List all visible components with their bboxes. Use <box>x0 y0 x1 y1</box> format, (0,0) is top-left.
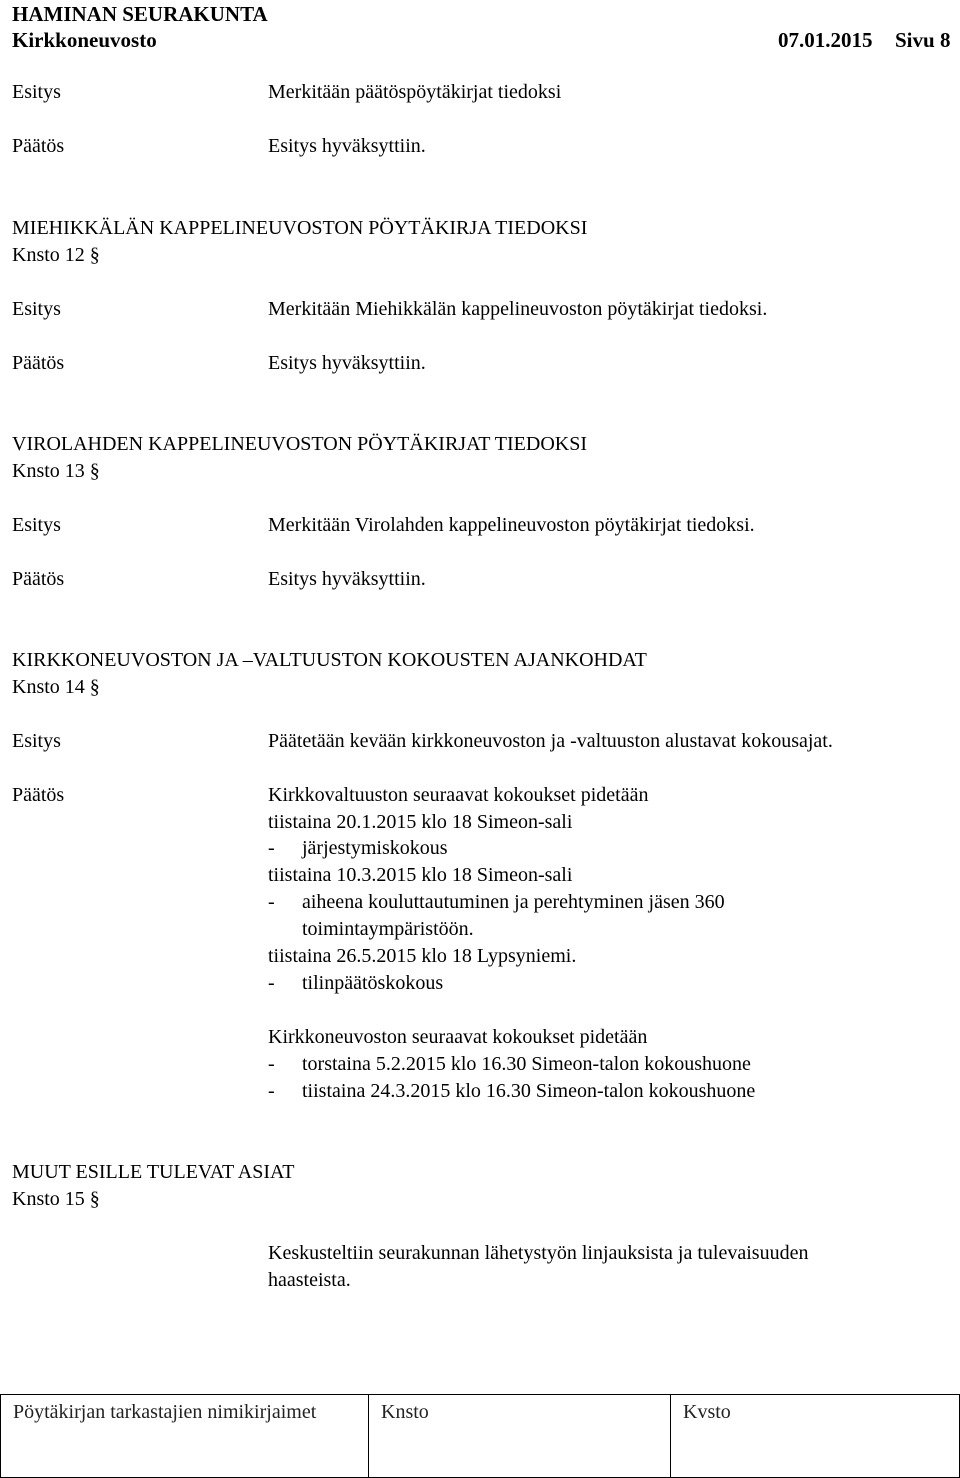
paatos-label: Päätös <box>12 135 65 157</box>
list-dash: - <box>268 972 275 994</box>
section-ref: Knsto 12 § <box>12 244 100 266</box>
list-dash: - <box>268 1053 275 1075</box>
paatos-line: tiistaina 26.5.2015 klo 18 Lypsyniemi. <box>268 945 577 967</box>
esitys-label: Esitys <box>12 298 61 320</box>
paatos-line: tiistaina 10.3.2015 klo 18 Simeon-sali <box>268 864 573 886</box>
paatos-text: Esitys hyväksyttiin. <box>268 568 426 590</box>
kvsto-cell: Kvsto <box>671 1395 960 1478</box>
page-number: Sivu 8 <box>895 28 951 52</box>
section-title: VIROLAHDEN KAPPELINEUVOSTON PÖYTÄKIRJAT TIEDOKSI <box>12 433 587 455</box>
meeting-date: 07.01.2015 <box>778 28 873 52</box>
section-ref: Knsto 15 § <box>12 1188 100 1210</box>
section-title: KIRKKONEUVOSTON JA –VALTUUSTON KOKOUSTEN AJANKOHDAT <box>12 649 647 671</box>
esitys-label: Esitys <box>12 730 61 752</box>
list-dash: - <box>268 837 275 859</box>
paatos-line: tiistaina 20.1.2015 klo 18 Simeon-sali <box>268 811 573 833</box>
esitys-label: Esitys <box>12 514 61 536</box>
paatos-label: Päätös <box>12 352 65 374</box>
signature-table <box>0 1394 960 1478</box>
esitys-text: Merkitään päätöspöytäkirjat tiedoksi <box>268 81 562 103</box>
paatos-line: Kirkkoneuvoston seuraavat kokoukset pidetään <box>268 1026 648 1048</box>
esitys-label: Esitys <box>12 81 61 103</box>
esitys-text: Merkitään Miehikkälän kappelineuvoston pöytäkirjat tiedoksi. <box>268 298 768 320</box>
paatos-text: Esitys hyväksyttiin. <box>268 352 426 374</box>
body-line: haasteista. <box>268 1269 351 1291</box>
section-title: MUUT ESILLE TULEVAT ASIAT <box>12 1161 295 1183</box>
paatos-line: torstaina 5.2.2015 klo 16.30 Simeon-talon kokoushuone <box>302 1053 751 1075</box>
org-name: HAMINAN SEURAKUNTA <box>12 2 268 26</box>
esitys-text: Päätetään kevään kirkkoneuvoston ja -valtuuston alustavat kokousajat. <box>268 730 833 752</box>
section-ref: Knsto 14 § <box>12 676 100 698</box>
paatos-line: järjestymiskokous <box>302 837 448 859</box>
body-line: Keskusteltiin seurakunnan lähetystyön linjauksista ja tulevaisuuden <box>268 1242 809 1264</box>
initials-label: Pöytäkirjan tarkastajien nimikirjaimet <box>1 1395 369 1478</box>
knsto-cell: Knsto <box>369 1395 671 1478</box>
paatos-line: tiistaina 24.3.2015 klo 16.30 Simeon-talon kokoushuone <box>302 1080 756 1102</box>
paatos-label: Päätös <box>12 568 65 590</box>
paatos-line: Kirkkovaltuuston seuraavat kokoukset pidetään <box>268 784 649 806</box>
paatos-text: Esitys hyväksyttiin. <box>268 135 426 157</box>
list-dash: - <box>268 1080 275 1102</box>
body-name: Kirkkoneuvosto <box>12 28 157 52</box>
esitys-text: Merkitään Virolahden kappelineuvoston pöytäkirjat tiedoksi. <box>268 514 755 536</box>
paatos-line: aiheena kouluttautuminen ja perehtyminen jäsen 360 <box>302 891 725 913</box>
list-dash: - <box>268 891 275 913</box>
paatos-line: tilinpäätöskokous <box>302 972 444 994</box>
paatos-line: toimintaympäristöön. <box>302 918 474 940</box>
paatos-label: Päätös <box>12 784 65 806</box>
section-ref: Knsto 13 § <box>12 460 100 482</box>
section-title: MIEHIKKÄLÄN KAPPELINEUVOSTON PÖYTÄKIRJA TIEDOKSI <box>12 217 588 239</box>
